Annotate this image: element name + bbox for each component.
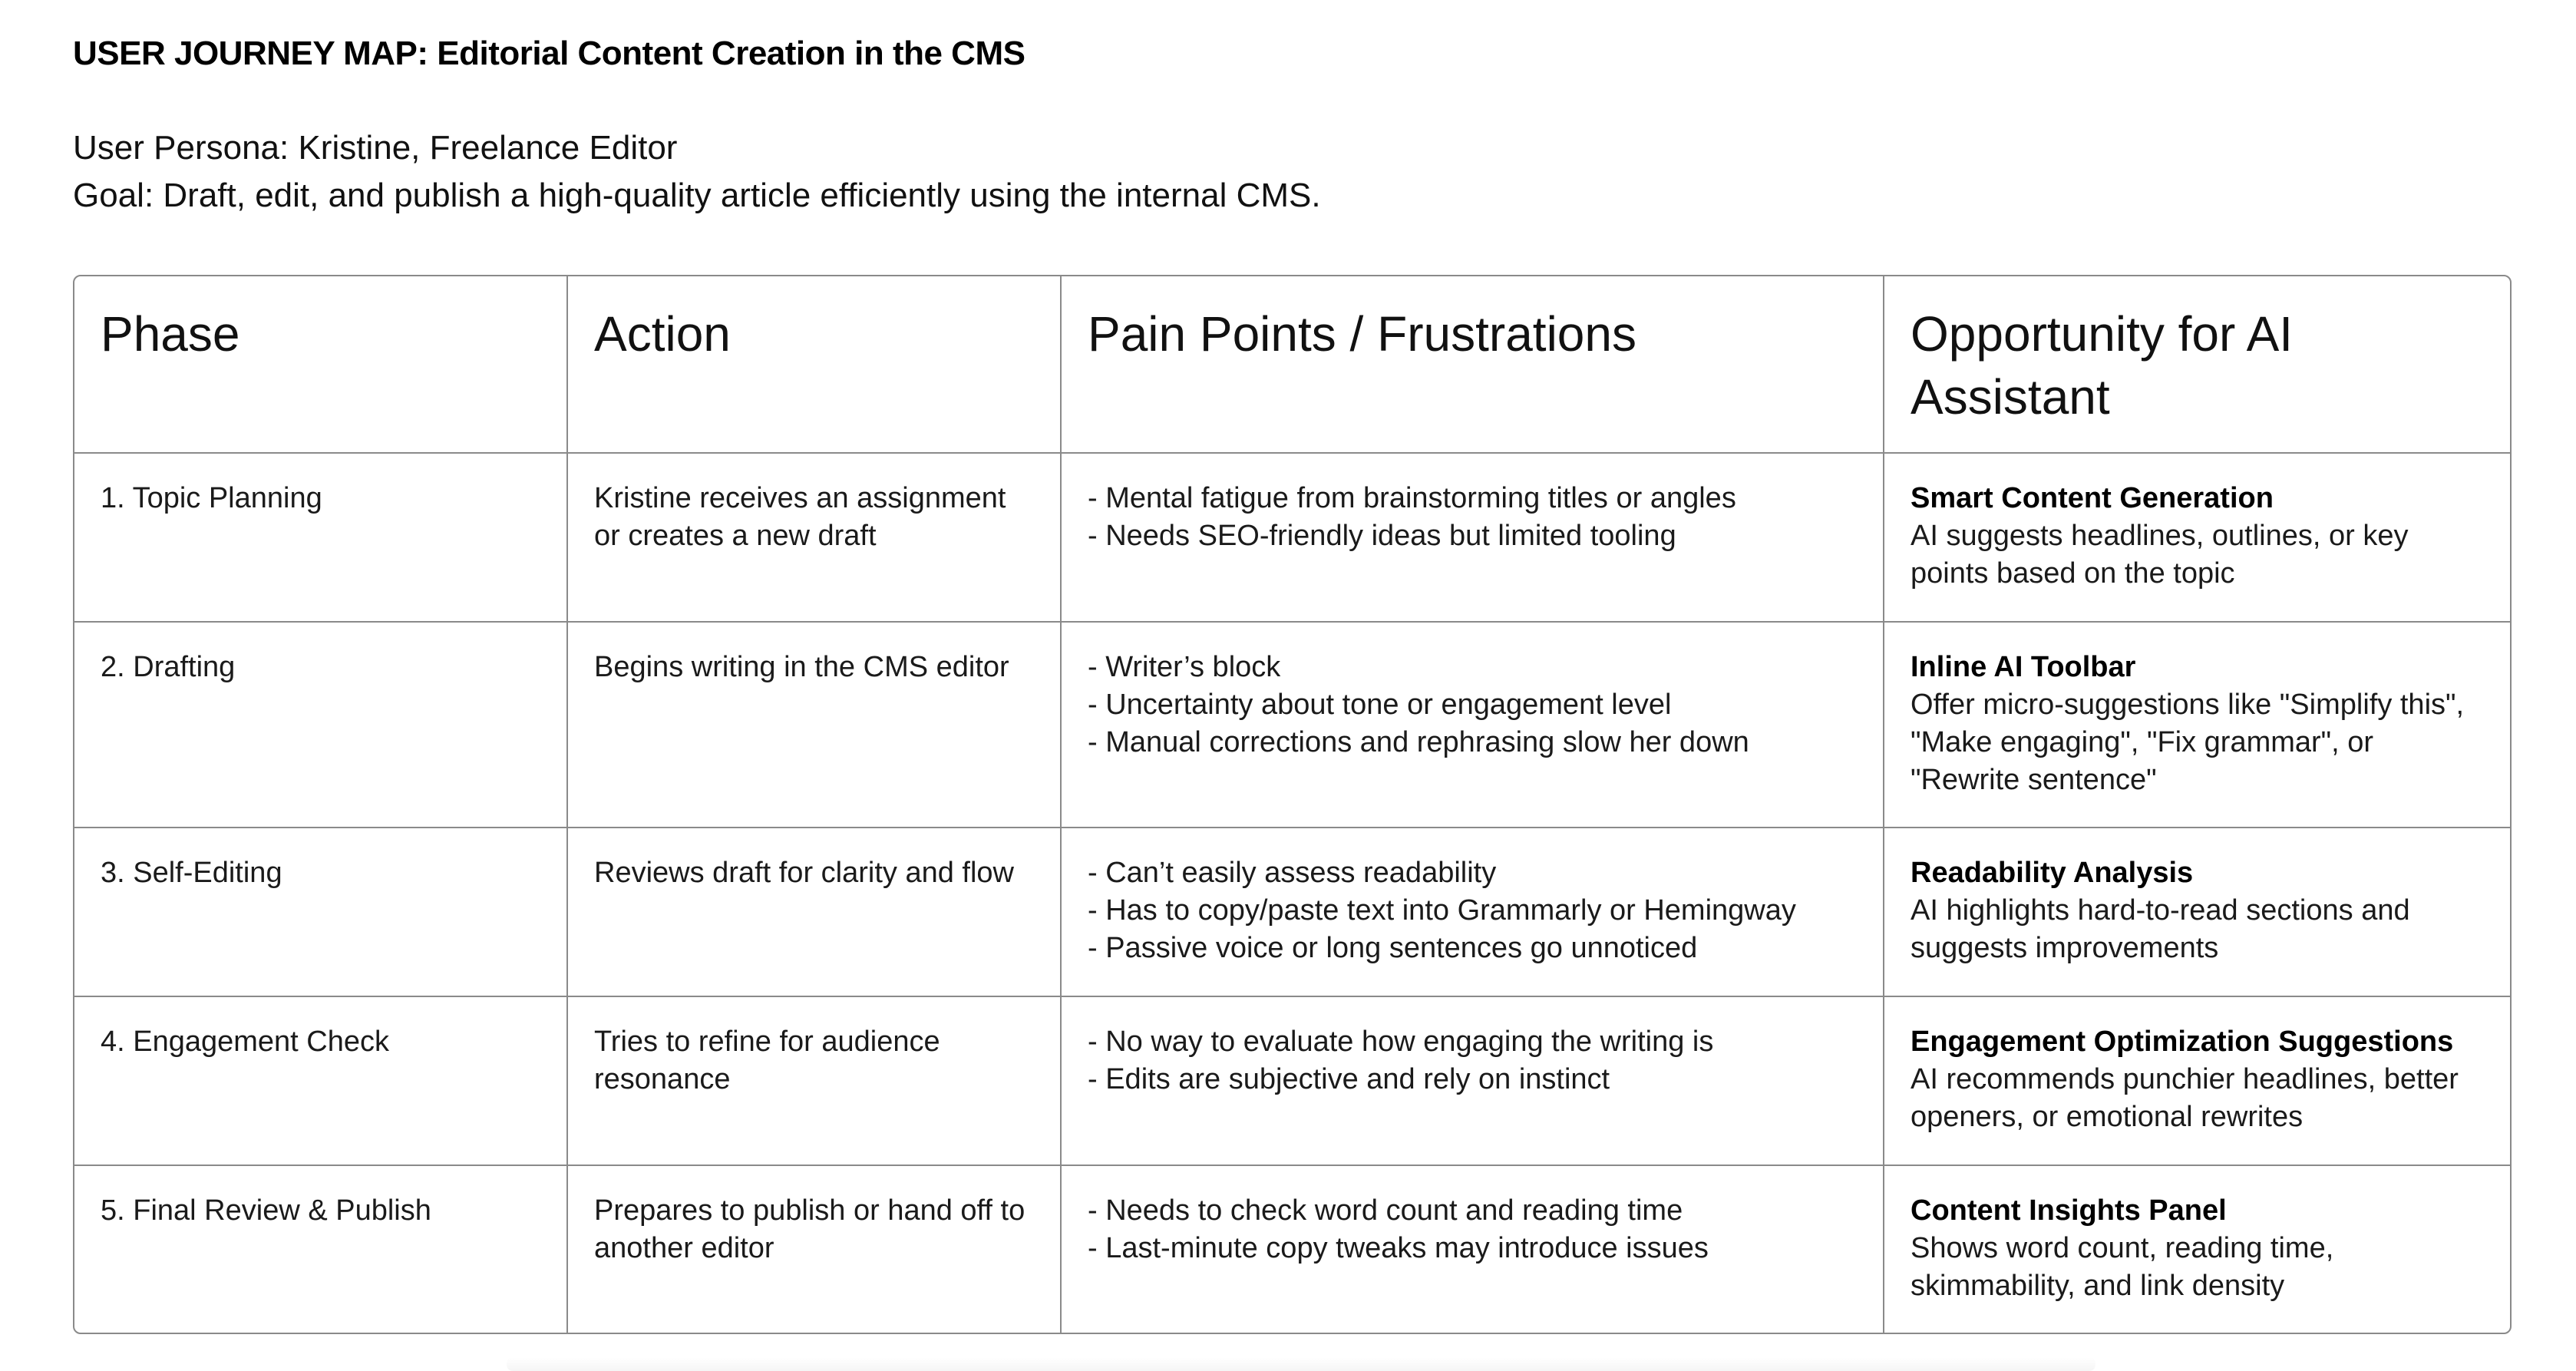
opportunity-cell [1884,453,2510,622]
persona-goal-block [73,124,2514,220]
pain-point: - Needs SEO-friendly ideas but limited tooling [1088,520,1676,552]
pain-point: - Can’t easily assess readability [1088,857,1497,889]
header-action: Action [567,276,1061,453]
pain-point: - Has to copy/paste text into Grammarly or Hemingway [1088,894,1796,927]
pain-point: - Passive voice or long sentences go unnoticed [1088,932,1698,964]
table-row [74,453,2510,622]
table-row [74,828,2510,996]
phase-cell: 3. Self-Editing [74,828,567,996]
document-title: USER JOURNEY MAP: Editorial Content Creation in the CMS [73,35,1025,72]
pain-points-cell [1061,622,1884,828]
phase-cell: 1. Topic Planning [74,453,567,622]
phase-cell: 2. Drafting [74,622,567,828]
header-phase: Phase [74,276,567,453]
pain-points-cell [1061,453,1884,622]
header-pain-points: Pain Points / Frustrations [1061,276,1884,453]
pain-points-cell [1061,996,1884,1165]
table-header-row [74,276,2510,453]
pain-point: - Uncertainty about tone or engagement level [1088,689,1672,721]
table-row [74,996,2510,1165]
opportunity-description: AI recommends punchier headlines, better openers, or emotional rewrites [1911,1063,2459,1133]
opportunity-description: AI suggests headlines, outlines, or key points based on the topic [1911,520,2409,590]
table-row [74,1165,2510,1333]
opportunity-title: Readability Analysis [1911,857,2194,889]
action-cell: Prepares to publish or hand off to another editor [567,1165,1061,1333]
opportunity-title: Engagement Optimization Suggestions [1911,1026,2454,1058]
action-cell: Begins writing in the CMS editor [567,622,1061,828]
table-row [74,622,2510,828]
opportunity-cell [1884,622,2510,828]
opportunity-title: Smart Content Generation [1911,482,2274,514]
opportunity-title: Inline AI Toolbar [1911,651,2136,683]
pain-point: - Writer’s block [1088,651,1281,683]
persona-line: User Persona: Kristine, Freelance Editor [73,129,678,167]
opportunity-title: Content Insights Panel [1911,1194,2227,1227]
journey-table [73,275,2512,1334]
action-cell: Reviews draft for clarity and flow [567,828,1061,996]
pain-point: - Last-minute copy tweaks may introduce issues [1088,1232,1709,1264]
opportunity-description: Shows word count, reading time, skimmability, and link density [1911,1232,2334,1302]
action-cell: Kristine receives an assignment or creates a new draft [567,453,1061,622]
opportunity-cell [1884,828,2510,996]
action-cell: Tries to refine for audience resonance [567,996,1061,1165]
header-opportunity: Opportunity for AI Assistant [1884,276,2510,453]
pain-points-cell [1061,828,1884,996]
phase-cell: 5. Final Review & Publish [74,1165,567,1333]
pain-points-cell [1061,1165,1884,1333]
goal-line: Goal: Draft, edit, and publish a high-quality article efficiently using the internal CMS. [73,177,1321,214]
pain-point: - Needs to check word count and reading time [1088,1194,1683,1227]
opportunity-cell [1884,1165,2510,1333]
pain-point: - Edits are subjective and rely on instinct [1088,1063,1610,1095]
pain-point: - Mental fatigue from brainstorming titles or angles [1088,482,1736,514]
pain-point: - Manual corrections and rephrasing slow her down [1088,726,1749,758]
journey-map-document [73,31,2514,1302]
pain-point: - No way to evaluate how engaging the writing is [1088,1026,1714,1058]
bottom-shadow-divider [507,1357,2095,1371]
opportunity-description: Offer micro-suggestions like "Simplify this", "Make engaging", "Fix grammar", or "Rewrite sentence" [1911,689,2465,796]
phase-cell: 4. Engagement Check [74,996,567,1165]
opportunity-cell [1884,996,2510,1165]
opportunity-description: AI highlights hard-to-read sections and suggests improvements [1911,894,2410,964]
